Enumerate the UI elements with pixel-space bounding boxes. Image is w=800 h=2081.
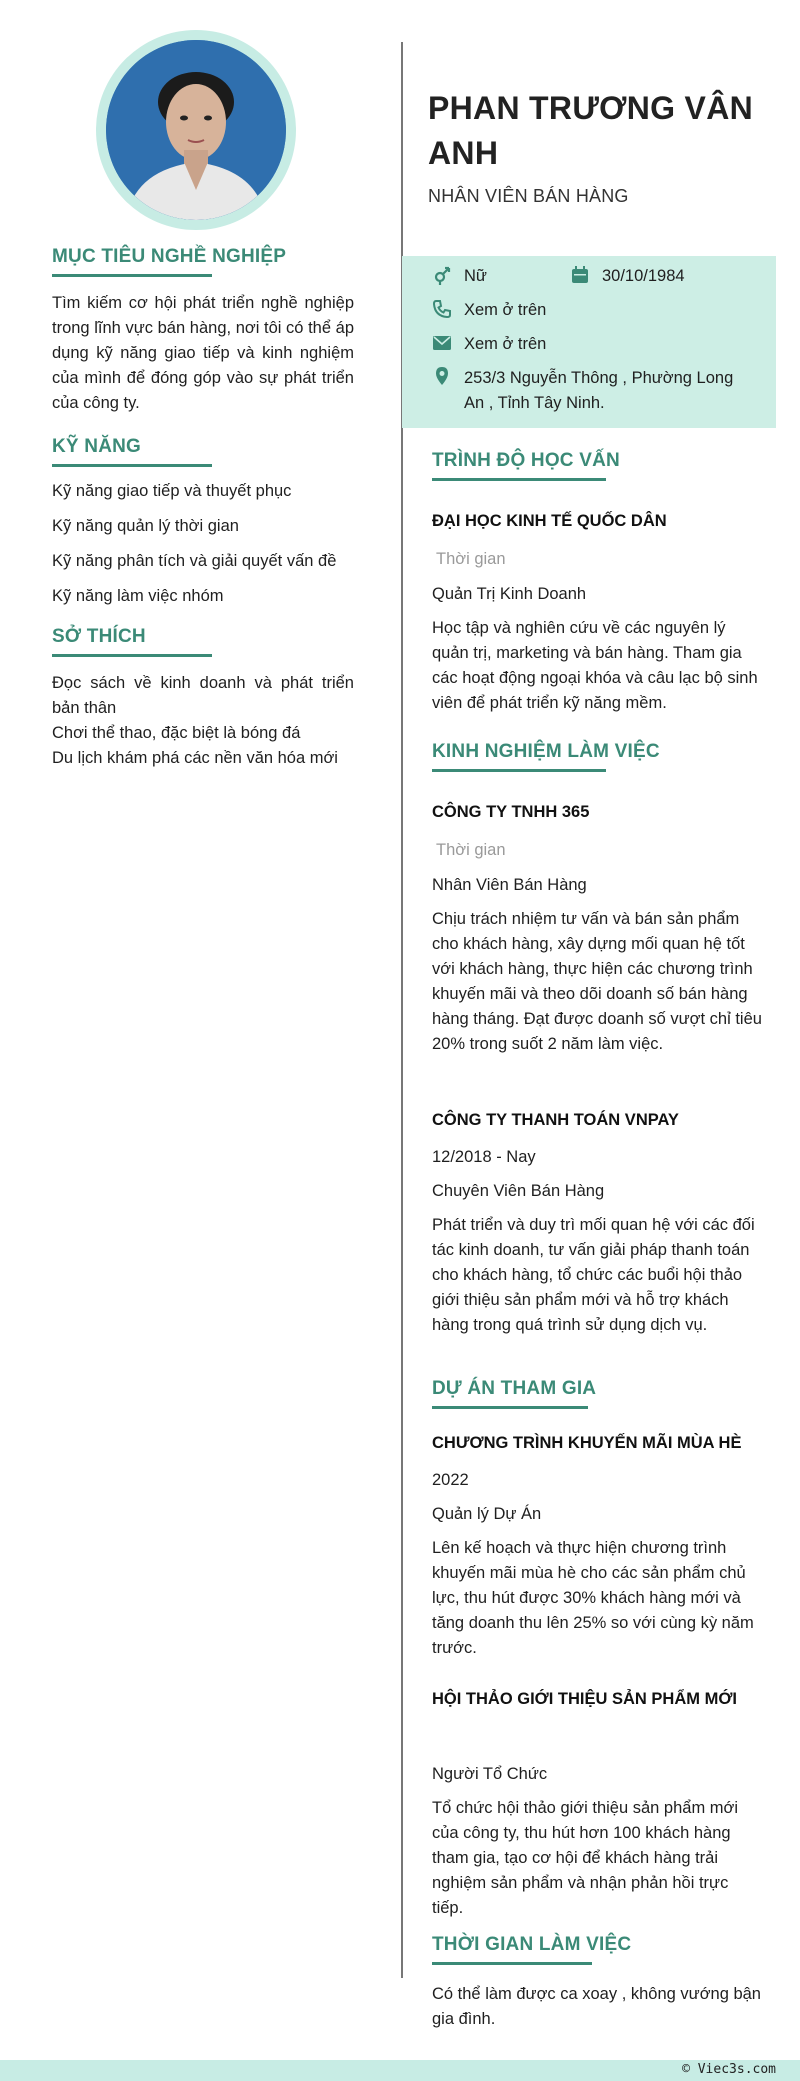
job-time: Thời gian xyxy=(436,841,506,859)
education-section xyxy=(432,450,762,712)
worktime-title: THỜI GIAN LÀM VIỆC xyxy=(432,1934,632,1955)
email-icon xyxy=(432,333,452,353)
contact-panel xyxy=(402,256,776,428)
project-name: CHƯƠNG TRÌNH KHUYẾN MÃI MÙA HÈ xyxy=(432,1434,742,1452)
school-name: ĐẠI HỌC KINH TẾ QUỐC DÂN xyxy=(432,512,667,530)
job-position: Nhân Viên Bán Hàng xyxy=(432,876,587,894)
project-name: HỘI THẢO GIỚI THIỆU SẢN PHẨM MỚI xyxy=(432,1690,737,1708)
experience-section xyxy=(432,741,762,1334)
job-position: Chuyên Viên Bán Hàng xyxy=(432,1182,605,1200)
job-desc: Chịu trách nhiệm tư vấn và bán sản phẩm cho khách hàng, xây dựng mối quan hệ tốt với khách hàng, thực hiện các chương trình khuyến mãi và theo dõi doanh số bán hàng hàng tháng. Đạt được doanh số vượt chỉ tiêu 20% trong suốt 2 năm làm việc. xyxy=(432,910,762,1053)
objective-underline xyxy=(52,274,212,277)
objective-title: MỤC TIÊU NGHỀ NGHIỆP xyxy=(52,246,287,267)
worktime-underline xyxy=(432,1962,592,1965)
phone-icon xyxy=(432,299,452,319)
project-time: 2022 xyxy=(432,1471,469,1489)
candidate-name: PHAN TRƯƠNG VÂN ANH xyxy=(428,90,754,171)
worktime-text: Có thể làm được ca xoay , không vướng bận gia đình. xyxy=(432,1985,761,2028)
objective-text: Tìm kiếm cơ hội phát triển nghề nghiệp trong lĩnh vực bán hàng, nơi tôi có thể áp dụng kỹ năng giao tiếp và kinh nghiệm của mình để đóng góp vào sự phát triển của công ty. xyxy=(52,294,354,412)
projects-underline xyxy=(432,1406,588,1409)
skills-underline xyxy=(52,464,212,467)
education-major: Quản Trị Kinh Doanh xyxy=(432,585,587,603)
gender-value: Nữ xyxy=(464,267,487,285)
hobby-item: Chơi thể thao, đặc biệt là bóng đá xyxy=(52,724,301,742)
email-value: Xem ở trên xyxy=(464,335,547,353)
skill-item: Kỹ năng quản lý thời gian xyxy=(52,517,239,535)
job-time: 12/2018 - Nay xyxy=(432,1148,536,1166)
job-company: CÔNG TY TNHH 365 xyxy=(432,803,590,821)
job-desc: Phát triển và duy trì mối quan hệ với các đối tác kinh doanh, tư vấn giải pháp thanh toán cho khách hàng, tổ chức các buổi hội thảo giới thiệu sản phẩm mới và hỗ trợ khách hàng trong quá trình sử dụng dịch vụ. xyxy=(432,1216,755,1334)
education-underline xyxy=(432,478,606,481)
projects-title: DỰ ÁN THAM GIA xyxy=(432,1378,597,1399)
project-desc: Lên kế hoạch và thực hiện chương trình khuyến mãi mùa hè cho các sản phẩm chủ lực, thu hút được 30% khách hàng mới và tăng doanh thu lên 25% so với cùng kỳ năm trước. xyxy=(432,1539,754,1657)
footer-bar xyxy=(0,2060,800,2081)
calendar-icon xyxy=(570,265,590,285)
avatar-ring xyxy=(96,30,296,230)
phone-value: Xem ở trên xyxy=(464,301,547,319)
hobbies-section xyxy=(52,626,354,771)
education-desc: Học tập và nghiên cứu về các nguyên lý quản trị, marketing và bán hàng. Tham gia các hoạt động ngoại khóa và câu lạc bộ sinh viên để phát triển kỹ năng mềm. xyxy=(432,619,758,712)
hobbies-underline xyxy=(52,654,212,657)
hobby-item: Đọc sách về kinh doanh và phát triển bản thân xyxy=(52,674,354,717)
education-title: TRÌNH ĐỘ HỌC VẤN xyxy=(432,450,620,471)
job-company: CÔNG TY THANH TOÁN VNPAY xyxy=(432,1111,679,1129)
education-time: Thời gian xyxy=(436,550,506,568)
candidate-title: NHÂN VIÊN BÁN HÀNG xyxy=(428,186,629,206)
profile-photo xyxy=(106,40,286,220)
address-value: 253/3 Nguyễn Thông , Phường Long An , Tỉnh Tây Ninh. xyxy=(464,369,734,412)
skills-section xyxy=(52,436,336,609)
avatar xyxy=(106,40,286,220)
birthday-value: 30/10/1984 xyxy=(602,267,685,285)
skills-title: KỸ NĂNG xyxy=(52,436,142,457)
skill-item: Kỹ năng giao tiếp và thuyết phục xyxy=(52,482,292,500)
projects-section xyxy=(432,1378,762,1917)
project-role: Người Tổ Chức xyxy=(432,1765,548,1783)
footer-credit[interactable]: © Viec3s.com xyxy=(682,2062,776,2077)
objective-section xyxy=(52,246,354,416)
location-icon xyxy=(432,366,452,386)
worktime-section xyxy=(432,1934,762,2028)
hobbies-title: SỞ THÍCH xyxy=(52,626,146,647)
experience-title: KINH NGHIỆM LÀM VIỆC xyxy=(432,741,660,762)
gender-icon xyxy=(432,266,452,286)
experience-underline xyxy=(432,769,606,772)
project-desc: Tổ chức hội thảo giới thiệu sản phẩm mới của công ty, thu hút hơn 100 khách hàng tham gia, tạo cơ hội để khách hàng trải nghiệm sản phẩm và nhận phản hồi trực tiếp. xyxy=(432,1799,738,1917)
project-role: Quản lý Dự Án xyxy=(432,1505,542,1523)
hobby-item: Du lịch khám phá các nền văn hóa mới xyxy=(52,749,338,767)
skill-item: Kỹ năng phân tích và giải quyết vấn đề xyxy=(52,552,337,570)
skill-item: Kỹ năng làm việc nhóm xyxy=(52,587,224,605)
